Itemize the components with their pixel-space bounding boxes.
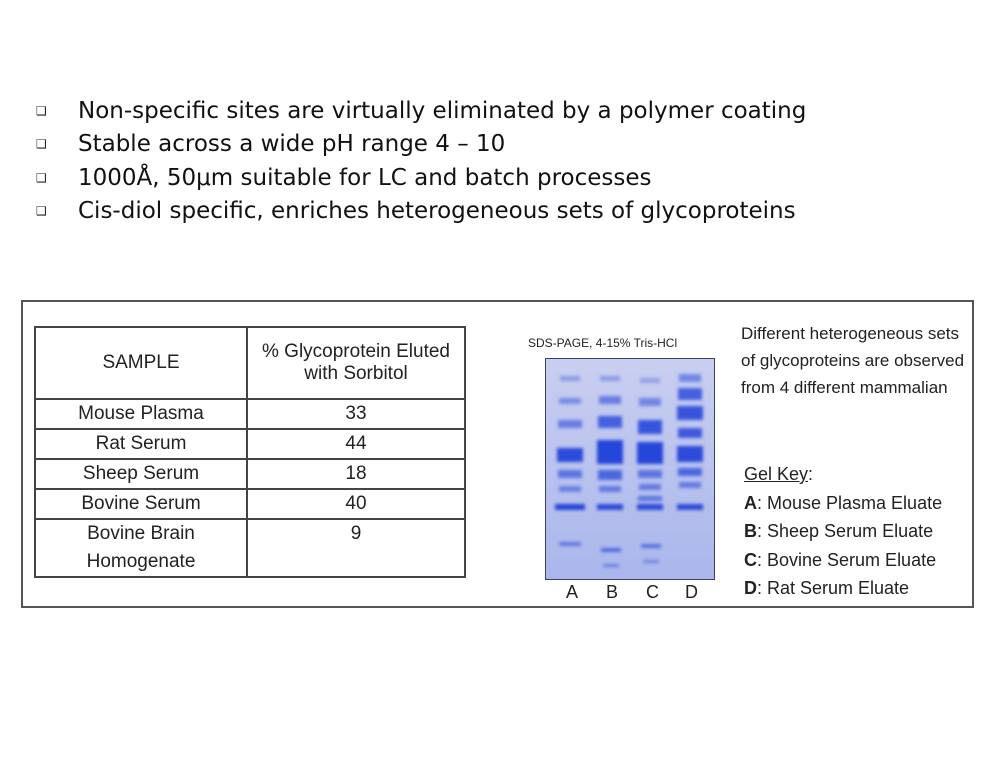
sample-cell: Sheep Serum [35,459,247,489]
column-header-sample: SAMPLE [35,327,247,399]
checkbox-bullet-icon: ❑ [36,137,47,152]
table-row [35,399,465,429]
table-row [35,429,465,459]
list-item [36,128,806,162]
gel-key-letter: A [744,492,757,513]
checkbox-bullet-icon: ❑ [36,204,47,219]
gel-description: Different heterogeneous sets of glycoproteins are observed from 4 different mammalian [741,324,965,397]
sample-cell: Rat Serum [35,429,247,459]
checkbox-bullet-icon: ❑ [36,103,47,118]
table-row [35,489,465,519]
gel-key-item [744,546,942,575]
gel-key-item [744,517,942,546]
value-cell: 18 [247,459,465,489]
table-row [35,519,465,577]
gel-key-letter: C [744,549,757,570]
lane-label: D [685,582,698,602]
gel-key-text: : Sheep Serum Eluate [757,521,934,541]
gel-key-letter: D [744,578,757,598]
list-item-text: 1000Å, 50μm suitable for LC and batch processes [78,164,652,191]
gel-key: Gel Key: A: Mouse Plasma Eluate B: Sheep Serum Eluate C: Bovine Serum Eluate D: Rat Serum Eluate [744,460,942,603]
value-cell: 33 [247,399,465,429]
list-item-text: Non-specific sites are virtually eliminated by a polymer coating [78,97,807,124]
gel-key-item [744,489,942,518]
sample-cell: Bovine Brain Homogenate [35,519,247,577]
list-item [36,94,806,128]
list-item [36,161,806,195]
list-item-text: Stable across a wide pH range 4 – 10 [78,131,506,158]
gel-image [545,358,715,580]
sample-cell: Mouse Plasma [35,399,247,429]
checkbox-bullet-icon: ❑ [36,170,47,185]
lane-label: B [606,582,619,602]
value-cell: 44 [247,429,465,459]
sample-cell: Bovine Serum [35,489,247,519]
gel-key-item [744,574,942,603]
gel-key-text: : Mouse Plasma Eluate [757,492,943,513]
column-header-percent-eluted: % Glycoprotein Eluted with Sorbitol [247,327,465,399]
value-cell: 9 [247,519,465,577]
table-row [35,459,465,489]
table-header-row [35,327,465,399]
value-cell: 40 [247,489,465,519]
lane-label: A [566,582,579,602]
list-item [36,195,806,229]
gel-key-text: : Rat Serum Eluate [757,578,910,598]
gel-key-heading: Gel Key [744,464,809,484]
list-item-text: Cis-diol specific, enriches heterogeneous sets of glycoproteins [78,198,796,225]
feature-list [36,94,806,228]
gel-title: SDS-PAGE, 4-15% Tris-HCl [528,336,678,350]
lane-label: C [646,582,659,602]
gel-key-text: : Bovine Serum Eluate [757,549,937,570]
glycoprotein-figure [21,300,974,608]
gel-key-letter: B [744,521,757,541]
elution-table [34,326,466,578]
